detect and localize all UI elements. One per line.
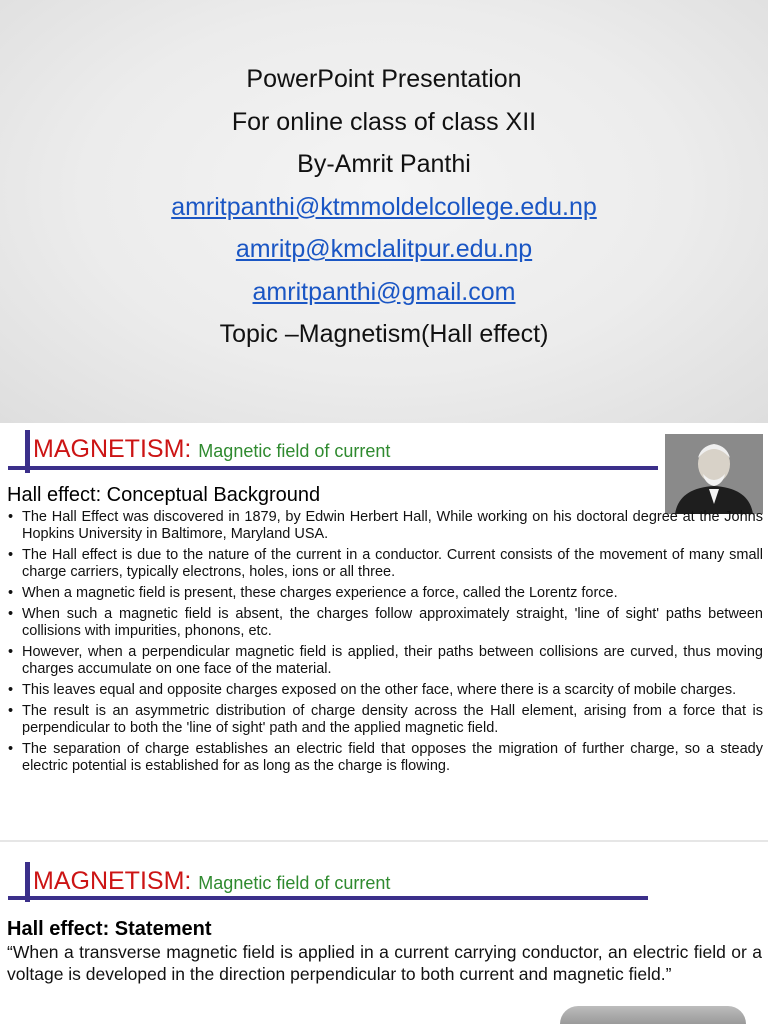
- title-slide-text: [0, 58, 768, 356]
- email-link-1[interactable]: amritpanthi@ktmmoldelcollege.edu.np: [171, 192, 597, 221]
- bullet-item: • This leaves equal and opposite charges exposed on the other face, where there is a scarcity of mobile charges.: [6, 682, 763, 699]
- bullet-item: • The result is an asymmetric distribution of charge density across the Hall element, arising from a force that is perpendicular to both the 'line of sight' path and the applied magnetic field.: [6, 703, 763, 737]
- email-link-3[interactable]: amritpanthi@gmail.com: [252, 277, 516, 306]
- bullet-list: [6, 509, 763, 779]
- bullet-item: • The Hall Effect was discovered in 1879, by Edwin Herbert Hall, While working on his doctoral degree at the Johns Hopkins University in Baltimore, Maryland USA.: [6, 509, 763, 543]
- bullet-item: • The separation of charge establishes an electric field that opposes the migration of further charge, so a steady electric potential is established for as long as the charge is flowing.: [6, 741, 763, 775]
- header-underline-bar: [8, 466, 658, 470]
- header-underline-bar: [8, 896, 648, 900]
- conceptual-background-slide: [0, 427, 768, 840]
- email-link-2[interactable]: amritp@kmclalitpur.edu.np: [235, 235, 533, 263]
- portrait-photo-partial: [560, 1006, 746, 1024]
- bullet-item: • The Hall effect is due to the nature of the current in a conductor. Current consists of the movement of many small charge carriers, typically electrons, holes, ions or all three.: [6, 547, 763, 581]
- presentation-subtitle: For online class of class XII: [231, 107, 537, 136]
- header-accent-bar: [25, 862, 30, 902]
- bullet-item: • However, when a perpendicular magnetic field is applied, their paths between collisions are curved, thus moving charges accumulate on one face of the material.: [6, 644, 763, 678]
- slide-header: [33, 867, 390, 896]
- bullet-item: • When a magnetic field is present, these charges experience a force, called the Lorentz force.: [6, 585, 763, 602]
- statement-slide: [0, 840, 768, 1024]
- topic-line: Topic –Magnetism(Hall effect): [219, 320, 549, 348]
- title-slide: [0, 0, 768, 423]
- statement-text: “When a transverse magnetic field is applied in a current carrying conductor, an electric field or a voltage is developed in the direction perpendicular to both current and magnetic field.”: [7, 942, 762, 984]
- header-subtopic: Magnetic field of current: [198, 441, 391, 461]
- bullet-item: • When such a magnetic field is absent, the charges follow approximately straight, 'line of sight' paths between collisions with impurities, phonons, etc.: [6, 606, 763, 640]
- slide-divider: [0, 840, 768, 842]
- section-heading: Hall effect: Statement: [7, 918, 212, 940]
- header-topic: MAGNETISM:: [33, 435, 199, 463]
- author-line: By-Amrit Panthi: [297, 150, 471, 178]
- presentation-title: PowerPoint Presentation: [246, 65, 522, 93]
- header-topic: MAGNETISM:: [33, 867, 199, 895]
- slide-header: [33, 435, 390, 464]
- header-accent-bar: [25, 430, 30, 473]
- section-heading: Hall effect: Conceptual Background: [7, 484, 321, 506]
- header-subtopic: Magnetic field of current: [198, 873, 391, 893]
- portrait-photo: [665, 434, 763, 514]
